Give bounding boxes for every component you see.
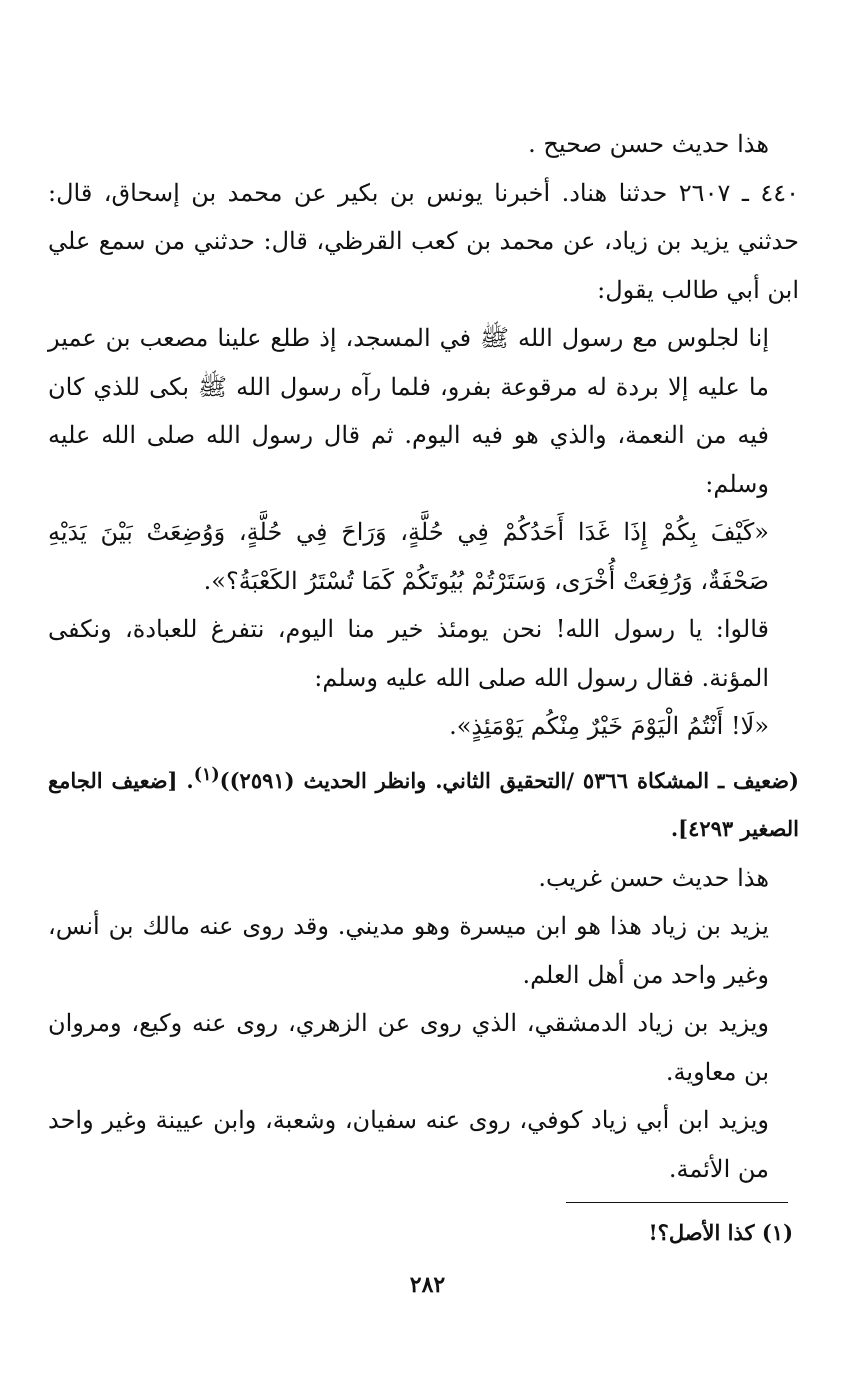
paragraph: ويزيد ابن أبي زياد كوفي، روى عنه سفيان، وشعبة، وابن عيينة وغير واحد من الأئمة. [48, 1106, 769, 1183]
page-number: ٢٨٢ [409, 1272, 446, 1298]
paragraph: يزيد بن زياد هذا هو ابن ميسرة وهو مديني. وقد روى عنه مالك بن أنس، وغير واحد من أهل العلم. [48, 912, 769, 989]
footnote: (١) كذا الأصل؟! [648, 1220, 793, 1245]
paragraph: هذا حديث حسن صحيح . [528, 130, 769, 158]
hadith-chain: ٤٤٠ ـ ٢٦٠٧ حدثنا هناد. أخبرنا يونس بن بكير عن محمد بن إسحاق، قال: حدثني يزيد بن زياد، عن محمد بن كعب القرظي، قال: حدثني من سمع علي ابن أبي طالب يقول: [48, 178, 800, 304]
grading-tail: . [ضعيف الجامع الصغير ٤٢٩٣]. [48, 767, 799, 841]
page-body [48, 120, 799, 1193]
paragraph: ويزيد بن زياد الدمشقي، الذي روى عن الزهري، روى عنه وكيع، ومروان بن معاوية. [48, 1009, 769, 1086]
paragraph: هذا حديث حسن غريب. [538, 863, 769, 892]
footnote-ref: (١) [193, 764, 220, 785]
paragraph: قالوا: يا رسول الله! نحن يومئذ خير منا اليوم، نتفرغ للعبادة، ونكفى المؤنة. فقال رسول الله صلى الله عليه وسلم: [48, 615, 769, 692]
hadith-quote: «لَا! أَنْتُمُ الْيَوْمَ خَيْرٌ مِنْكُم يَوْمَئِذٍ». [449, 712, 769, 740]
hadith-quote: «كَيْفَ بِكُمْ إِذَا غَدَا أَحَدُكُمْ فِي حُلَّةٍ، وَرَاحَ فِي حُلَّةٍ، وَوُضِعَتْ بَيْنَ يَدَيْهِ صَحْفَةٌ، وَرُفِعَتْ أُخْرَى، وَسَتَرْتُمْ بُيُوتَكُمْ كَمَا تُسْتَرُ الكَعْبَةُ؟». [48, 518, 769, 595]
footnote-divider [566, 1202, 788, 1203]
paragraph: إنا لجلوس مع رسول الله ﷺ في المسجد، إذ طلع علينا مصعب بن عمير ما عليه إلا بردة له مرقوعة بفرو، فلما رآه رسول الله ﷺ بكى للذي كان فيه من النعمة، والذي هو فيه اليوم. ثم قال رسول الله صلى الله عليه وسلم: [48, 324, 769, 498]
grading-text: (ضعيف ـ المشكاة ٥٣٦٦ /التحقيق الثاني. وانظر الحديث (٢٥٩١)) [219, 767, 799, 793]
grading-note [48, 751, 799, 854]
